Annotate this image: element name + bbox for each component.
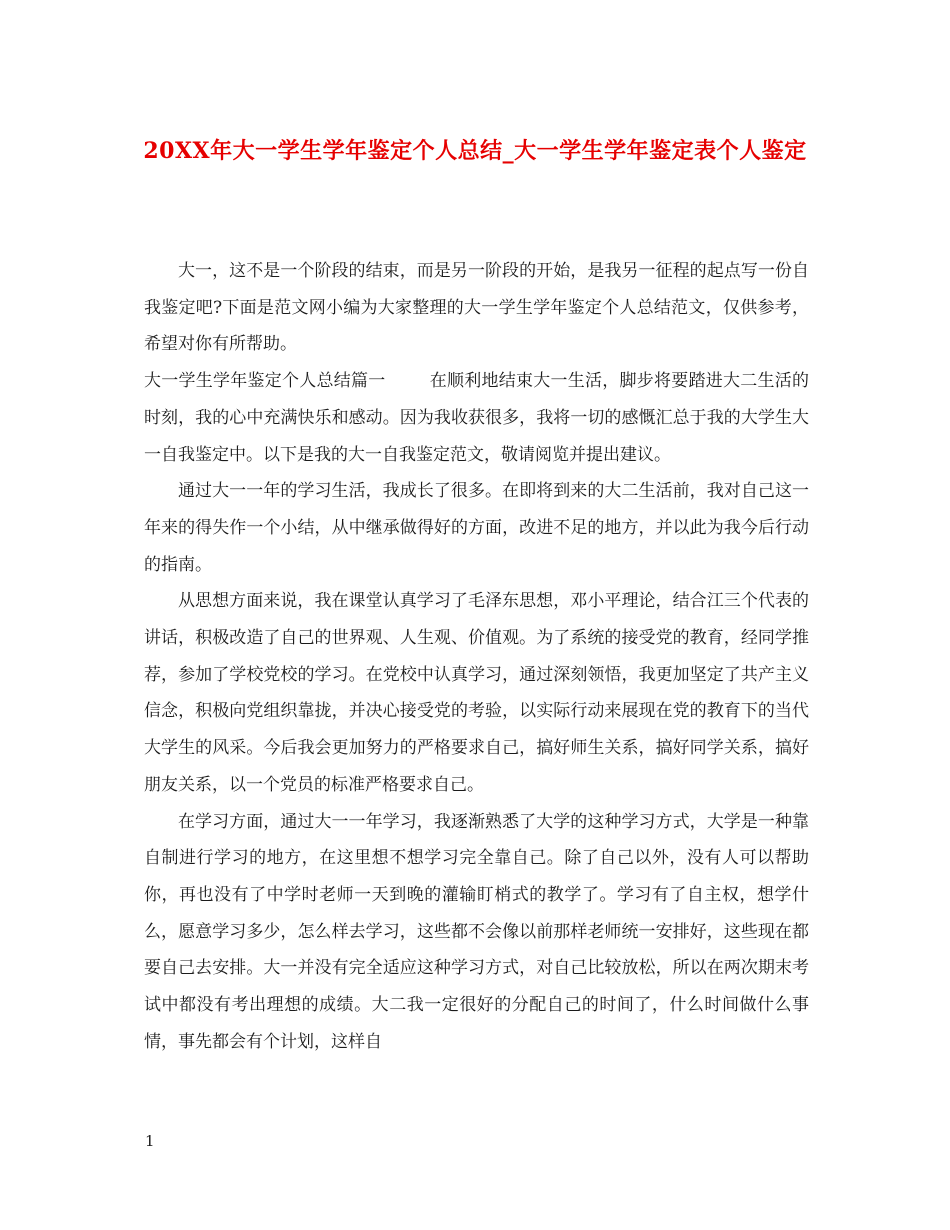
body-paragraph-3: 在学习方面，通过大一一年学习，我逐渐熟悉了大学的这种学习方式，大学是一种靠自制进行学习的地方，在这里想不想学习完全靠自己。除了自己以外，没有人可以帮助你，再也没有了中学时老师一天到晚的灌输盯梢式的教学了。学习有了自主权，想学什么，愿意学习多少，怎么样去学习，这些都不会像以前那样老师统一安排好，这些现在都要自己去安排。大一并没有完全适应这种学习方式，对自己比较放松，所以在两次期末考试中都没有考出理想的成绩。大二我一定很好的分配自己的时间了，什么时间做什么事情，事先都会有个计划，这样自	[144, 811, 809, 1052]
body-paragraph-1: 通过大一一年的学习生活，我成长了很多。在即将到来的大二生活前，我对自己这一年来的得失作一个小结，从中继承做得好的方面，改进不足的地方，并以此为我今后行动的指南。	[144, 481, 809, 575]
page-number: 1	[145, 1132, 155, 1150]
section-intro: 在顺利地结束大一生活，脚步将要踏进大二生活的时刻，我的心中充满快乐和感动。因为我收获很多，我将一切的感慨汇总于我的大学生大一自我鉴定中。以下是我的大一自我鉴定范文，敬请阅览并提出建议。	[144, 371, 809, 465]
document-title: 20XX年大一学生学年鉴定个人总结_大一学生学年鉴定表个人鉴定	[143, 138, 807, 164]
document-body	[144, 253, 809, 1060]
intro-paragraph: 大一，这不是一个阶段的结束，而是另一阶段的开始，是我另一征程的起点写一份自我鉴定吧?下面是范文网小编为大家整理的大一学生学年鉴定个人总结范文，仅供参考，希望对你有所帮助。	[144, 261, 809, 355]
section-heading: 大一学生学年鉴定个人总结篇一	[144, 371, 386, 392]
body-paragraph-2: 从思想方面来说，我在课堂认真学习了毛泽东思想，邓小平理论，结合江三个代表的讲话，积极改造了自己的世界观、人生观、价值观。为了系统的接受党的教育，经同学推荐，参加了学校党校的学习。在党校中认真学习，通过深刻领悟，我更加坚定了共产主义信念，积极向党组织靠拢，并决心接受党的考验，以实际行动来展现在党的教育下的当代大学生的风采。今后我会更加努力的严格要求自己，搞好师生关系，搞好同学关系，搞好朋友关系，以一个党员的标准严格要求自己。	[144, 591, 809, 795]
section-paragraph	[144, 363, 809, 473]
